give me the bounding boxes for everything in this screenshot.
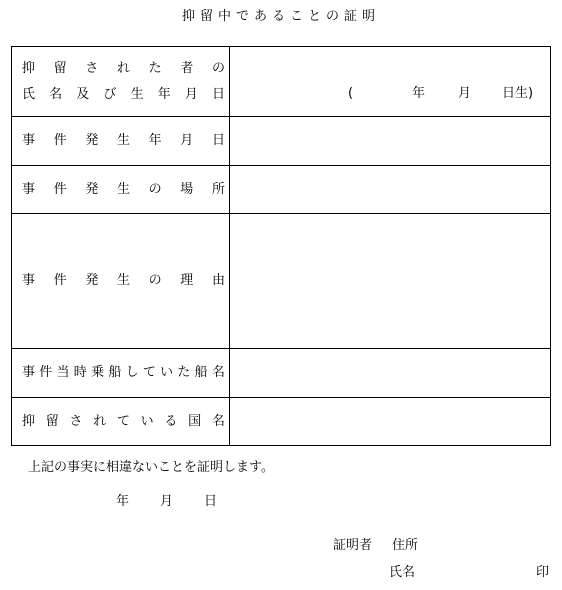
label-char: 所 bbox=[211, 181, 225, 197]
label-char: 国 bbox=[188, 413, 202, 429]
label-char: 留 bbox=[45, 413, 59, 429]
label-char: 名 bbox=[211, 365, 225, 380]
label-line-1 bbox=[22, 177, 225, 203]
label-char: び bbox=[103, 86, 117, 102]
label-char: れ bbox=[93, 413, 107, 429]
label-char: 件 bbox=[53, 273, 67, 288]
label-char: 日 bbox=[211, 86, 225, 102]
row-label-detainee bbox=[12, 47, 230, 116]
label-char: 件 bbox=[53, 181, 67, 197]
label-char: た bbox=[148, 60, 162, 76]
label-char: て bbox=[142, 365, 156, 380]
label-char: 生 bbox=[130, 86, 144, 102]
label-char: る bbox=[164, 413, 178, 429]
label-char: 留 bbox=[53, 60, 67, 76]
label-line-1 bbox=[22, 360, 225, 386]
table-row-incident-reason bbox=[12, 214, 550, 349]
table-row-detaining-country bbox=[12, 398, 550, 445]
label-char: た bbox=[177, 365, 191, 380]
label-char: 名 bbox=[49, 86, 63, 102]
row-label-incident-place bbox=[12, 166, 230, 213]
label-char: 年 bbox=[148, 133, 162, 148]
label-char: 理 bbox=[180, 273, 194, 288]
certificate-table bbox=[11, 46, 551, 446]
label-char: い bbox=[160, 365, 174, 380]
row-label-incident-reason bbox=[12, 214, 230, 348]
table-row-incident-date bbox=[12, 117, 550, 166]
label-char: 氏 bbox=[22, 86, 36, 102]
ship-name-field[interactable] bbox=[230, 349, 550, 397]
label-char: 者 bbox=[180, 60, 194, 76]
certifier-address-label: 住所 bbox=[392, 538, 419, 553]
label-char: 船 bbox=[108, 365, 122, 380]
certifier-name-label: 氏名 bbox=[389, 565, 416, 580]
row-label-incident-date bbox=[12, 117, 230, 165]
label-char: 月 bbox=[180, 133, 194, 148]
label-char: 及 bbox=[76, 86, 90, 102]
label-char: 時 bbox=[73, 365, 87, 380]
label-char: 月 bbox=[184, 86, 198, 102]
label-char: れ bbox=[116, 60, 130, 76]
label-char: の bbox=[211, 60, 225, 76]
label-char: 日 bbox=[211, 133, 225, 148]
table-row-incident-place bbox=[12, 166, 550, 214]
label-line-1 bbox=[22, 56, 225, 82]
label-char: 生 bbox=[116, 181, 130, 197]
label-char: 名 bbox=[211, 413, 225, 429]
certifier-label: 証明者 bbox=[333, 538, 373, 553]
label-char: 乗 bbox=[91, 365, 105, 380]
label-char: 生 bbox=[116, 133, 130, 148]
label-char: 発 bbox=[85, 273, 99, 288]
birth-open-paren: ( bbox=[348, 86, 354, 101]
date-month-label: 月 bbox=[160, 494, 174, 509]
label-line-2 bbox=[22, 82, 225, 108]
incident-reason-field[interactable] bbox=[230, 214, 550, 348]
date-year-label: 年 bbox=[116, 494, 130, 509]
birth-month-label: 月 bbox=[458, 86, 472, 101]
certification-statement: 上記の事実に相違ないことを証明します。 bbox=[28, 460, 274, 475]
birth-year-label: 年 bbox=[412, 86, 426, 101]
label-char: 抑 bbox=[22, 60, 36, 76]
label-char: の bbox=[148, 181, 162, 197]
incident-place-field[interactable] bbox=[230, 166, 550, 213]
birth-day-label: 日生) bbox=[502, 86, 534, 101]
label-char: 事 bbox=[22, 181, 36, 197]
label-char: 生 bbox=[116, 273, 130, 288]
label-line-1 bbox=[22, 268, 225, 294]
row-label-detaining-country bbox=[12, 398, 230, 445]
label-char: 件 bbox=[53, 133, 67, 148]
label-char: し bbox=[125, 365, 139, 380]
label-char: 事 bbox=[22, 365, 36, 380]
table-row-ship-name bbox=[12, 349, 550, 398]
label-char: い bbox=[140, 413, 154, 429]
label-char: 発 bbox=[85, 181, 99, 197]
label-char: 場 bbox=[180, 181, 194, 197]
label-char: 事 bbox=[22, 273, 36, 288]
label-char: 事 bbox=[22, 133, 36, 148]
detaining-country-field[interactable] bbox=[230, 398, 550, 445]
label-char: 発 bbox=[85, 133, 99, 148]
label-char: 当 bbox=[56, 365, 70, 380]
label-char: て bbox=[116, 413, 130, 429]
label-char: 抑 bbox=[22, 413, 36, 429]
incident-date-field[interactable] bbox=[230, 117, 550, 165]
label-line-1 bbox=[22, 409, 225, 435]
label-char: 船 bbox=[194, 365, 208, 380]
row-label-ship-name bbox=[12, 349, 230, 397]
label-line-1 bbox=[22, 128, 225, 154]
table-row-detainee bbox=[12, 47, 550, 117]
detainee-name-birth-field[interactable] bbox=[230, 47, 550, 116]
date-day-label: 日 bbox=[204, 494, 218, 509]
label-char: の bbox=[148, 273, 162, 288]
label-char: 件 bbox=[39, 365, 53, 380]
label-char: 由 bbox=[211, 273, 225, 288]
label-char: 年 bbox=[157, 86, 171, 102]
seal-mark: 印 bbox=[536, 565, 550, 580]
document-title: 抑留中であることの証明 bbox=[181, 9, 380, 24]
label-char: さ bbox=[85, 60, 99, 76]
label-char: さ bbox=[69, 413, 83, 429]
